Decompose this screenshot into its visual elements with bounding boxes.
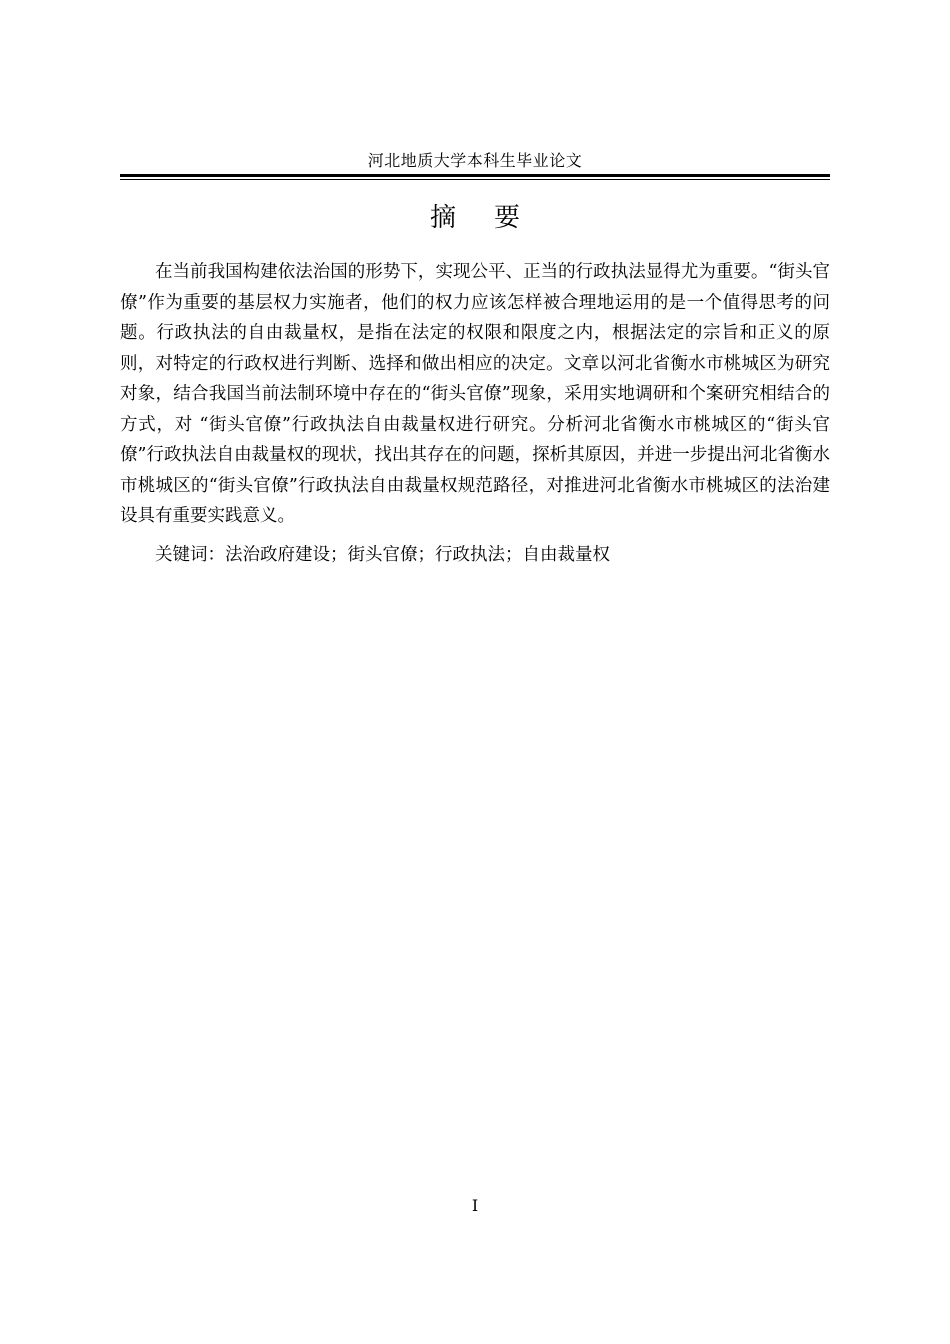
header-rule-thin [120,179,830,180]
page-number: I [471,1196,479,1215]
running-header: 河北地质大学本科生毕业论文 [367,151,583,170]
abstract-heading: 摘要 [429,203,558,233]
header-rule-thick [120,174,830,177]
abstract-body: 在当前我国构建依法治国的形势下，实现公平、正当的行政执法显得尤为重要。“街头官僚”作为重要的基层权力实施者，他们的权力应该怎样被合理地运用的是一个值得思考的问题。行政执法的自由裁量权，是指在法定的权限和限度之内，根据法定的宗旨和正义的原则，对特定的行政权进行判断、选择和做出相应的决定。文章以河北省衡水市桃城区为研究对象，结合我国当前法制环境中存在的“街头官僚”现象，采用实地调研和个案研究相结合的方式，对 “街头官僚”行政执法自由裁量权进行研究。分析河北省衡水市桃城区的“街头官僚”行政执法自由裁量权的现状，找出其存在的问题，探析其原因，并进一步提出河北省衡水市桃城区的“街头官僚”行政执法自由裁量权规范路径，对推进河北省衡水市桃城区的法治建设具有重要实践意义。 [120,262,830,526]
keywords-line: 关键词：法治政府建设；街头官僚；行政执法；自由裁量权 [155,545,610,565]
